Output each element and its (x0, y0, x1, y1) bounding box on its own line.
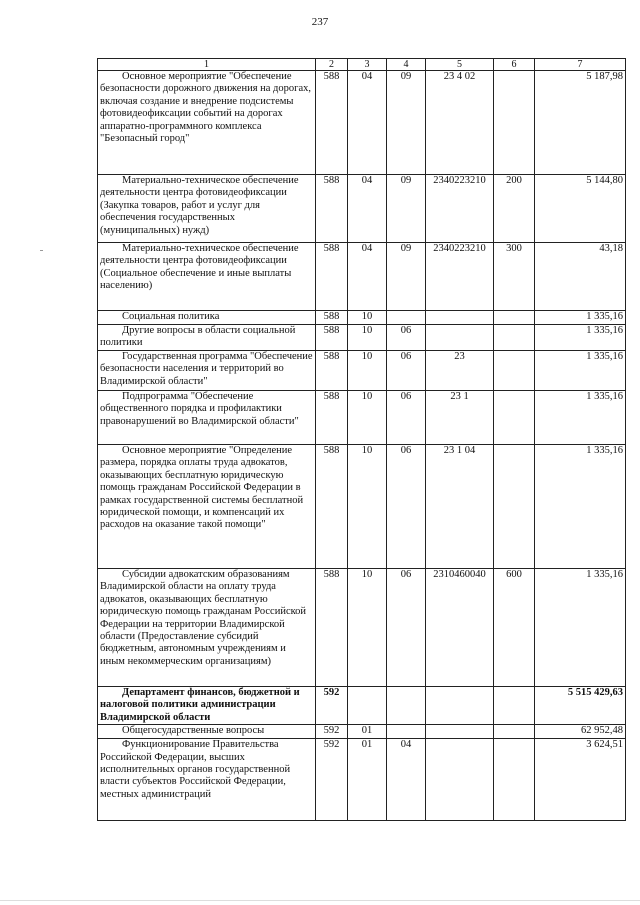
row-subsection: 09 (387, 175, 426, 243)
row-name: Функционирование Правительства Российской Федерации, высших исполнительных органов государственной власти субъектов Российской Федерации, местных администраций (98, 739, 316, 821)
row-admin-code: 588 (316, 311, 348, 325)
row-subsection (387, 725, 426, 739)
row-subsection: 06 (387, 351, 426, 391)
row-name: Подпрограмма "Обеспечение общественного порядка и профилактики правонарушений во Владимирской области" (98, 391, 316, 445)
header-cell: 2 (316, 59, 348, 71)
table-row (98, 391, 626, 445)
table-row (98, 569, 626, 687)
row-target-article (426, 739, 494, 821)
row-target-article: 23 1 04 (426, 445, 494, 569)
row-subsection: 09 (387, 243, 426, 311)
row-expense-type: 300 (494, 243, 535, 311)
row-target-article (426, 325, 494, 351)
row-subsection (387, 311, 426, 325)
row-amount: 5 187,98 (535, 71, 626, 175)
row-section: 10 (348, 351, 387, 391)
row-name: Социальная политика (98, 311, 316, 325)
row-name: Основное мероприятие "Обеспечение безопасности дорожного движения на дорогах, включая создание и внедрение подсистемы фотовидеофиксации событий на дорогах аппаратно-программного комплекса "Безопасный город" (98, 71, 316, 175)
row-amount: 62 952,48 (535, 725, 626, 739)
row-amount: 3 624,51 (535, 739, 626, 821)
row-subsection: 04 (387, 739, 426, 821)
row-subsection: 06 (387, 569, 426, 687)
row-name: Материально-техническое обеспечение деятельности центра фотовидеофиксации (Социальное обеспечение и иные выплаты населению) (98, 243, 316, 311)
row-name: Другие вопросы в области социальной политики (98, 325, 316, 351)
header-cell: 4 (387, 59, 426, 71)
row-section: 04 (348, 175, 387, 243)
header-cell: 6 (494, 59, 535, 71)
row-amount: 1 335,16 (535, 311, 626, 325)
row-amount: 1 335,16 (535, 391, 626, 445)
row-target-article: 2340223210 (426, 243, 494, 311)
row-expense-type (494, 687, 535, 725)
row-admin-code: 588 (316, 351, 348, 391)
row-target-article (426, 725, 494, 739)
row-target-article: 23 4 02 (426, 71, 494, 175)
row-name: Материально-техническое обеспечение деятельности центра фотовидеофиксации (Закупка товаров, работ и услуг для обеспечения государственных (муниципальных) нужд) (98, 175, 316, 243)
row-subsection: 06 (387, 325, 426, 351)
row-amount: 1 335,16 (535, 445, 626, 569)
budget-table (97, 58, 626, 821)
row-name: Общегосударственные вопросы (98, 725, 316, 739)
row-amount: 1 335,16 (535, 325, 626, 351)
row-admin-code: 588 (316, 175, 348, 243)
row-section (348, 687, 387, 725)
row-subsection: 06 (387, 445, 426, 569)
row-target-article: 23 (426, 351, 494, 391)
page-edge (0, 900, 640, 901)
row-admin-code: 592 (316, 739, 348, 821)
row-admin-code: 588 (316, 445, 348, 569)
row-section: 10 (348, 569, 387, 687)
table-row (98, 351, 626, 391)
row-expense-type (494, 445, 535, 569)
row-expense-type (494, 351, 535, 391)
row-section: 10 (348, 325, 387, 351)
table-row (98, 311, 626, 325)
row-amount: 1 335,16 (535, 569, 626, 687)
row-admin-code: 588 (316, 391, 348, 445)
row-amount: 1 335,16 (535, 351, 626, 391)
header-row (98, 59, 626, 71)
row-target-article (426, 687, 494, 725)
row-section: 10 (348, 391, 387, 445)
row-admin-code: 588 (316, 569, 348, 687)
row-name: Департамент финансов, бюджетной и налоговой политики администрации Владимирской области (98, 687, 316, 725)
row-section: 01 (348, 725, 387, 739)
scan-mark (40, 250, 43, 251)
row-expense-type (494, 325, 535, 351)
row-expense-type (494, 391, 535, 445)
row-expense-type (494, 311, 535, 325)
table-row (98, 243, 626, 311)
row-section: 01 (348, 739, 387, 821)
row-name: Субсидии адвокатским образованиям Владимирской области на оплату труда адвокатов, оказывающих бесплатную юридическую помощь гражданам Российской Федерации на территории Владимирской области (Предоставление субсидий бюджетным, автономным учреждениям и иным некоммерческим организациям) (98, 569, 316, 687)
row-section: 10 (348, 311, 387, 325)
row-section: 04 (348, 71, 387, 175)
table-row (98, 725, 626, 739)
row-target-article: 2310460040 (426, 569, 494, 687)
row-name: Основное мероприятие "Определение размера, порядка оплаты труда адвокатов, оказывающих бесплатную юридическую помощь гражданам Российской Федерации в рамках государственной системы бесплатной юридической помощи, и компенсаций их расходов на оказание такой помощи" (98, 445, 316, 569)
row-subsection (387, 687, 426, 725)
row-target-article (426, 311, 494, 325)
table-row (98, 739, 626, 821)
page-number: 237 (311, 16, 329, 28)
row-admin-code: 588 (316, 243, 348, 311)
row-expense-type (494, 739, 535, 821)
row-subsection: 09 (387, 71, 426, 175)
header-cell: 5 (426, 59, 494, 71)
row-admin-code: 592 (316, 687, 348, 725)
row-subsection: 06 (387, 391, 426, 445)
header-cell: 1 (98, 59, 316, 71)
row-admin-code: 588 (316, 71, 348, 175)
row-target-article: 2340223210 (426, 175, 494, 243)
row-expense-type: 600 (494, 569, 535, 687)
row-target-article: 23 1 (426, 391, 494, 445)
row-admin-code: 592 (316, 725, 348, 739)
row-expense-type: 200 (494, 175, 535, 243)
row-section: 10 (348, 445, 387, 569)
row-amount: 5 144,80 (535, 175, 626, 243)
row-amount: 43,18 (535, 243, 626, 311)
row-section: 04 (348, 243, 387, 311)
table-row (98, 175, 626, 243)
table-row (98, 71, 626, 175)
header-cell: 3 (348, 59, 387, 71)
table-row (98, 325, 626, 351)
row-amount: 5 515 429,63 (535, 687, 626, 725)
row-admin-code: 588 (316, 325, 348, 351)
table-row (98, 445, 626, 569)
header-cell: 7 (535, 59, 626, 71)
table-row (98, 687, 626, 725)
row-expense-type (494, 71, 535, 175)
row-name: Государственная программа "Обеспечение безопасности населения и территорий во Владимирской области" (98, 351, 316, 391)
row-expense-type (494, 725, 535, 739)
